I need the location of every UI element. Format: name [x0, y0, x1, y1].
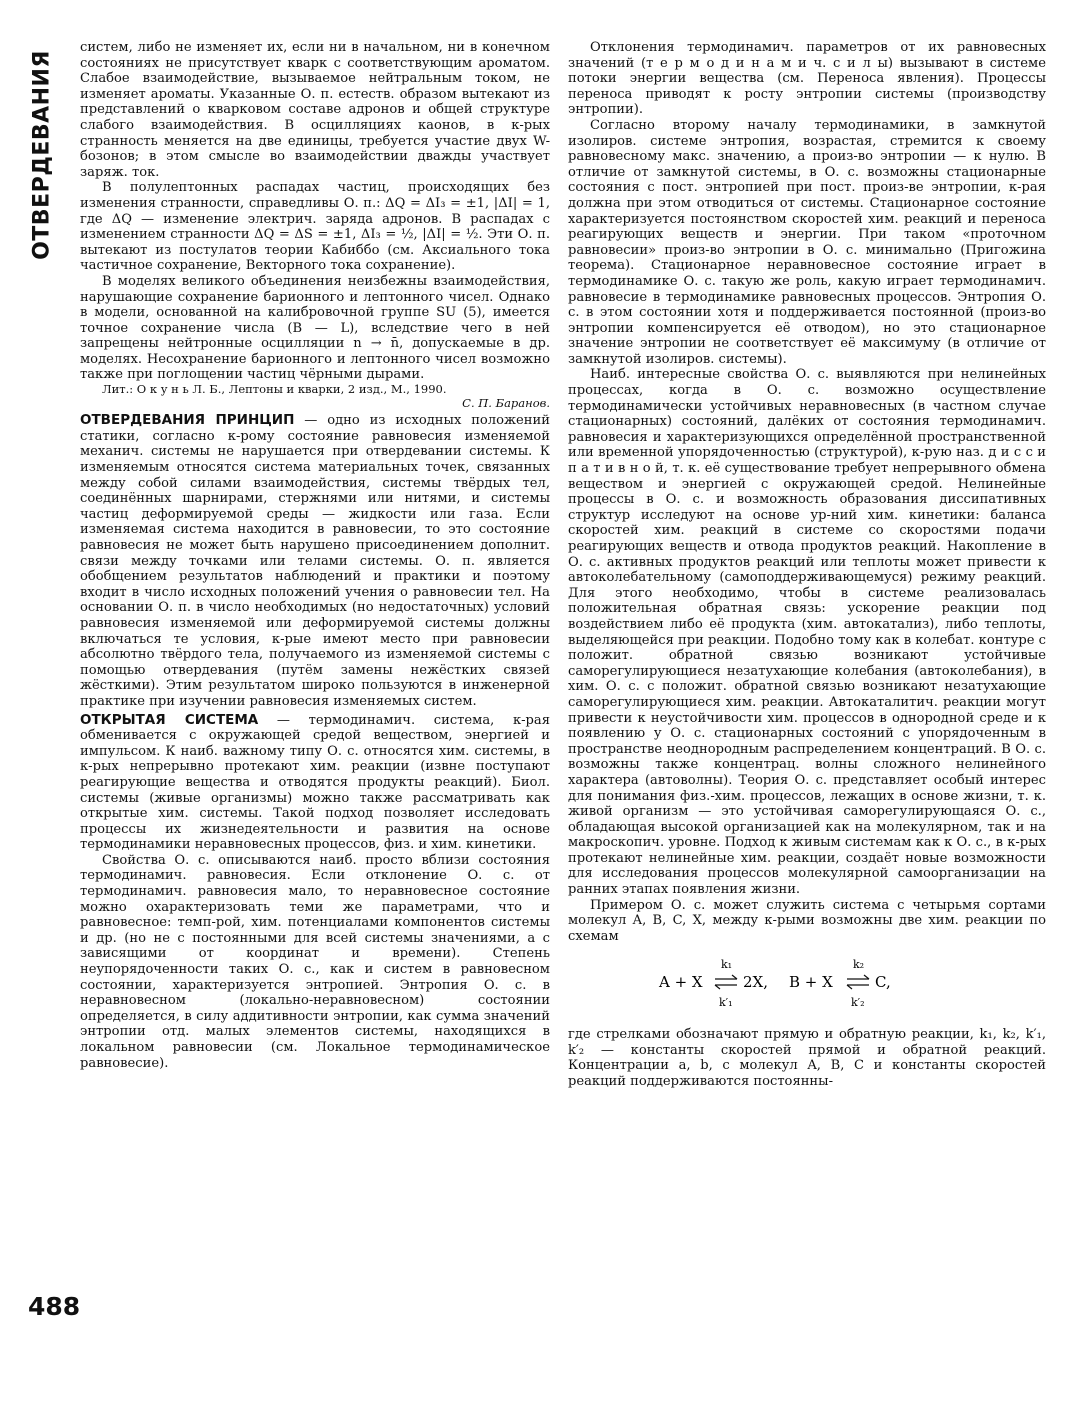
- paragraph: В полулептонных распадах частиц, происходящих без изменения странности, справедливы О. п.: ΔQ = ΔI₃ = ±1, |ΔI| = 1, где ΔQ — изменение электрич. заряда адронов. В распадах с изменением странности ΔQ = ΔS = ±1, ΔI₃ = ½, |ΔI| = ½. Эти О. п. вытекают из постулатов теории Кабиббо (см. Аксиального тока частичное сохранение, Векторного тока сохранение).: [80, 180, 550, 274]
- right-column: [568, 40, 1046, 1089]
- paragraph: Согласно второму началу термодинамики, в замкнутой изолиров. системе энтропия, возрастая, стремится к своему равновесному макс. значению, а произ-во энтропии — к нулю. В отличие от замкнутой системы, в О. с. возможны стационарные состояния с пост. энтропией при пост. произ-ве энтропии, к-рая должна при этом отводиться от системы. Стационарное состояние характеризуется постоянством скоростей хим. реакций и переноса реагирующих веществ и энергии. При таком «проточном равновесии» произ-во энтропии в О. с. минимально (Пригожина теорема). Стационарное неравновесное состояние играет в термодинамике О. с. такую же роль, какую играет термодинамич. равновесие в термодинамике равновесных процессов. Энтропия О. с. в этом состоянии хотя и поддерживается постоянной (произ-во энтропии компенсируется её отводом), но это стационарное значение энтропии не соответствует её максимуму (в отличие от замкнутой изолиров. системы).: [568, 117, 1046, 367]
- reaction-scheme: [568, 954, 1046, 1015]
- entry-headword: ОТВЕРДЕВАНИЯ ПРИНЦИП: [80, 412, 295, 429]
- left-column: [80, 40, 550, 1071]
- paragraph: Наиб. интересные свойства О. с. выявляются при нелинейных процессах, когда в О. с. возможно осуществление термодинамически устойчивых неравновесных (в частном случае стационарных) состояний, далёких от состояния термодинамич. равновесия и характеризующихся определённой пространственной или временной упорядоченностью (структурой), к-рую наз. д и с с и п а т и в н о й, т. к. её существование требует непрерывного обмена веществом и энергией с окружающей средой. Нелинейные процессы в О. с. и возможность образования диссипативных структур исследуют на основе ур-ний хим. кинетики: баланса скоростей хим. реакций в системе со скоростями подачи реагирующих веществ и отвода продуктов реакций. Накопление в О. с. активных продуктов реакций или теплоты может привести к автоколебательному (самоподдерживающемуся) режиму реакций. Для этого необходимо, чтобы в системе реализовалась положительная обратная связь: ускорение реакции под воздействием либо её продукта (хим. автокатализ), либо теплоты, выделяющейся при реакции. Подобно тому как в колебат. контуре с положит. обратной связью возникают устойчивые саморегулирующиеся незатухающие колебания (автоколебания), в хим. О. с. с положит. обратной связью возникают незатухающие саморегулирующиеся хим. реакции. Автокаталитич. реакции могут привести к неустойчивости хим. процессов в однородной среде и к появлению у О. с. стационарных состояний с упорядоченным в пространстве неоднородным распределением концентраций. В О. с. возможны также концентрац. волны сложного нелинейного характера (автоволны). Теория О. с. представляет особый интерес для понимания физ.-хим. процессов, лежащих в основе жизни, т. к. живой организм — это устойчивая саморегулирующаяся О. с., обладающая высокой организацией как на молекулярном, так и на макроскопич. уровне. Подход к живым системам как к О. с., в к-рых протекают нелинейные хим. реакции, создаёт новые возможности для исследования процессов молекулярной самоорганизации на ранних этапах появления жизни.: [568, 367, 1047, 898]
- paragraph: В моделях великого объединения неизбежны взаимодействия, нарушающие сохранение барионного и лептонного чисел. Однако в модели, основанной на калибровочной группе SU (5), имеется точное сохранение числа (B — L), вследствие чего в ней запрещены нейтронные осцилляции n → n̄, допускаемые в др. моделях. Несохранение барионного и лептонного чисел возможно также при поглощении частиц чёрными дырами.: [80, 273, 550, 383]
- paragraph: систем, либо не изменяет их, если ни в начальном, ни в конечном состояниях не присутствует кварк с соответствующим ароматом. Слабое взаимодействие, вызываемое нейтральным током, не изменяет ароматы. Указанные О. п. естеств. образом вытекают из представлений о кварковом составе адронов и общей структуре слабого взаимодействия. В осцилляциях каонов, в к-рых странность меняется на две единицы, требуется участие двух W-бозонов; в этом смысле во взаимодействии дважды участвует заряж. ток.: [80, 40, 550, 180]
- rate-constant-k2: k₂: [853, 958, 865, 972]
- reaction-scheme-svg: [657, 954, 957, 1010]
- entry-text: — одно из исходных положений статики, согласно к-рому состояние равновесия изменяемой механич. системы не нарушается при отвердевании системы. К изменяемым относятся система материальных точек, связанных между собой силами взаимодействия, системы твёрдых тел, соединённых шарнирами, стержнями или нитями, и системы частиц деформируемой среды — жидкости или газа. Если изменяемая система находится в равновесии, то это состояние равновесия не может быть нарушено присоединением дополнит. связи между точками или телами системы. О. п. является обобщением результатов наблюдений и практики и поэтому входит в число исходных положений учения о равновесии тел. На основании О. п. в число необходимых (но недостаточных) условий равновесия изменяемой или деформируемой системы должны включаться те условия, к-рые имеют место при равновесии абсолютно твёрдого тела, получаемого из изменяемой системы с помощью отвердевания (путём замены нежёстких связей жёсткими). Этим результатом широко пользуются в инженерной практике при изучении равновесия изменяемых систем.: [80, 413, 550, 709]
- paragraph: Примером О. с. может служить система с четырьмя сортами молекул A, B, C, X, между к-рыми возможны две хим. реакции по схемам: [568, 897, 1046, 944]
- reaction1-products: 2X,: [743, 973, 768, 992]
- equilibrium-arrows-icon: [847, 975, 869, 989]
- rate-constant-k1-prime: k′₁: [719, 996, 733, 1010]
- entry-headword: ОТКРЫТАЯ СИСТЕМА: [80, 711, 259, 728]
- rate-constant-k1: k₁: [721, 958, 733, 972]
- running-head: [22, 40, 62, 270]
- rate-constant-k2-prime: k′₂: [851, 996, 865, 1010]
- page-number: 488: [28, 1292, 81, 1321]
- reaction2-products: C,: [875, 973, 891, 992]
- entry-rigidification-principle: [80, 413, 550, 709]
- entry-open-system: [80, 713, 550, 853]
- equilibrium-arrows-icon: [715, 975, 737, 989]
- entry-text: — термодинамич. система, к-рая обменивается с окружающей средой веществом, энергией и импульсом. К наиб. важному типу О. с. относятся хим. системы, в к-рых непрерывно протекают хим. реакции (извне поступают реагирующие вещества и отводятся продукты реакций). Биол. системы (живые организмы) можно также рассматривать как открытые хим. системы. Такой подход позволяет исследовать процессы их жизнедеятельности и развития на основе термодинамики неравновесных процессов, физ. и хим. кинетики.: [80, 712, 550, 853]
- paragraph: Отклонения термодинамич. параметров от их равновесных значений (т е р м о д и н а м и ч. с и л ы) вызывают в системе потоки энергии вещества (см. Переноса явления). Процессы переноса приводят к росту энтропии системы (производству энтропии).: [568, 40, 1046, 118]
- running-head-text: ОТВЕРДЕВАНИЯ: [29, 50, 55, 260]
- reaction1-reactants: A + X: [659, 973, 703, 992]
- paragraph: где стрелками обозначают прямую и обратную реакции, k₁, k₂, k′₁, k′₂ — константы скоростей прямой и обратной реакций. Концентрации a, b, c молекул A, B, C и константы скоростей реакций поддерживаются постоянны-: [568, 1027, 1046, 1089]
- article-author: С. П. Баранов.: [462, 395, 550, 410]
- reaction2-reactants: B + X: [789, 973, 833, 992]
- literature-reference: Лит.: О к у н ь Л. Б., Лептоны и кварки, 2 изд., М., 1990.: [102, 382, 447, 397]
- paragraph: Свойства О. с. описываются наиб. просто вблизи состояния термодинамич. равновесия. Если отклонение О. с. от термодинамич. равновесия мало, то неравновесное состояние можно охарактеризовать теми же параметрами, что и равновесное: темп-рой, хим. потенциалами компонентов системы и др. (но не с постоянными для всей системы значениями, а с зависящими от координат и времени). Степень неупорядоченности таких О. с., как и систем в равновесном состоянии, характеризуется энтропией. Энтропия О. с. в неравновесном (локально-неравновесном) состоянии определяется, в силу аддитивности энтропии, как сумма значений энтропии отд. малых элементов системы, находящихся в локальном равновесии (см. Локальное термодинамическое равновесие).: [80, 852, 550, 1071]
